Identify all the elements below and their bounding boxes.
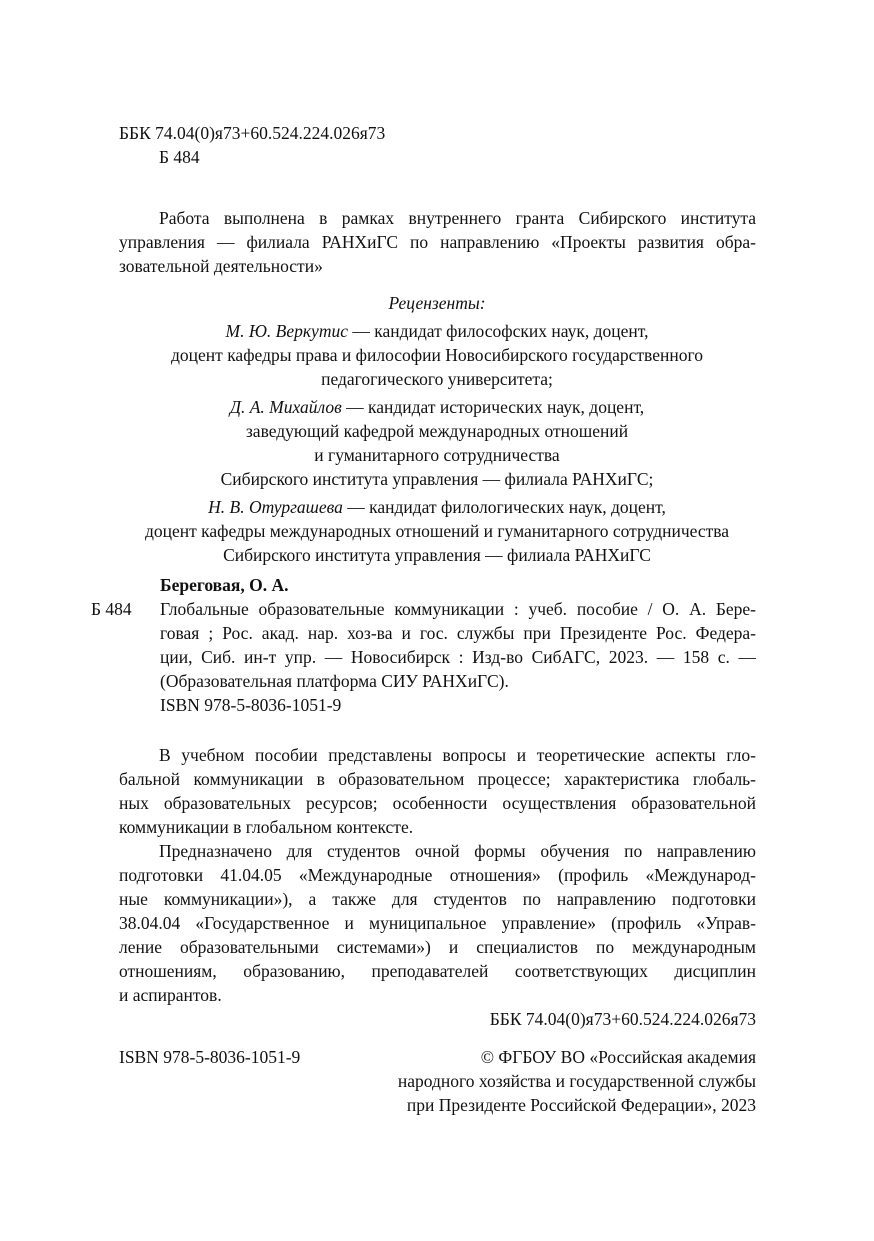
reviewer-2-line-1: Д. А. Михайлов — кандидат исторических наук, доцент, [229,397,645,417]
grant-line-2: управления — филиала РАНХиГС по направлению «Проекты развития обра- [119,232,756,252]
reviewer-3-line-1: Н. В. Отургашева — кандидат филологических наук, доцент, [208,497,666,517]
abstract-p1-line-1: В учебном пособии представлены вопросы и теоретические аспекты гло- [159,745,756,765]
abstract-p2-line-4: 38.04.04 «Государственное и муниципальное управление» (профиль «Управ- [119,913,756,933]
abstract-p2-line-5: ление образовательными системами») и специалистов по международным [119,937,756,957]
abstract-p2-line-6: отношениям, образованию, преподавателей соответствующих дисциплин [119,961,756,981]
reviewers-heading: Рецензенты: [388,293,486,313]
grant-line-3: зовательной деятельности» [119,256,323,276]
reviewer-3-line-2: доцент кафедры международных отношений и гуманитарного сотрудничества [144,521,730,541]
reviewer-3-name: Н. В. Отургашева [208,497,343,517]
catalog-line-2: говая ; Рос. акад. нар. хоз-ва и гос. службы при Президенте Рос. Федера- [160,623,756,643]
copyright-line-1: © ФГБОУ ВО «Российская академия [480,1047,756,1067]
catalog-isbn: ISBN 978-5-8036-1051-9 [160,695,342,715]
abstract-p2-line-3: ные коммуникации»), а также для студентов по направлению подготовки [119,889,756,909]
reviewer-2-name: Д. А. Михайлов [229,397,342,417]
abstract-p1-line-2: бальной коммуникации в образовательном процессе; характеристика глобаль- [119,769,756,789]
reviewer-3-line-3: Сибирского института управления — филиала РАНХиГС [223,545,651,565]
abstract-p2-line-1: Предназначено для студентов очной формы обучения по направлению [159,841,756,861]
catalog-mark: Б 484 [91,599,132,619]
catalog-entry [160,573,756,717]
grant-line-1: Работа выполнена в рамках внутреннего гранта Сибирского института [159,208,756,228]
catalog-line-4: (Образовательная платформа СИУ РАНХиГС). [160,671,509,691]
bbk-code: ББК 74.04(0)я73+60.524.224.026я73 [119,123,386,143]
reviewer-1-line-2: доцент кафедры права и философии Новосибирского государственного [171,345,703,365]
abstract-p1-line-3: ных образовательных ресурсов; особенности осуществления образовательной [119,793,756,813]
reviewer-1-line-3: педагогического университета; [321,369,553,389]
abstract-p2-line-7: и аспирантов. [119,985,222,1005]
header-bbk [119,121,519,169]
reviewer-2-line-4: Сибирского института управления — филиала РАНХиГС; [220,469,654,489]
footer-copyright [356,1045,756,1117]
catalog-line-1: Глобальные образовательные коммуникации : учеб. пособие / О. А. Бере- [160,599,756,619]
abstract-p1-line-4: коммуникации в глобальном контексте. [119,817,414,837]
copyright-line-2: народного хозяйства и государственной службы [397,1071,756,1091]
abstract-bbk: ББК 74.04(0)я73+60.524.224.026я73 [489,1009,756,1029]
grant-note [119,206,756,278]
abstract [119,743,756,1031]
reviewer-1-line-1: М. Ю. Веркутис — кандидат философских наук, доцент, [225,321,649,341]
abstract-p2-line-2: подготовки 41.04.05 «Международные отношения» (профиль «Международ- [119,865,756,885]
copyright-line-3: при Президенте Российской Федерации», 2023 [406,1095,756,1115]
footer-isbn: ISBN 978-5-8036-1051-9 [119,1047,301,1067]
reviewer-1-name: М. Ю. Веркутис [225,321,348,341]
catalog-author: Береговая, О. А. [160,575,289,595]
reviewer-2-line-2: заведующий кафедрой международных отношений [245,421,629,441]
reviewers-section [100,291,774,567]
catalog-line-3: ции, Сиб. ин-т упр. — Новосибирск : Изд-во СибАГС, 2023. — 158 с. — [160,647,756,667]
reviewer-2-line-3: и гуманитарного сотрудничества [314,445,560,465]
author-mark: Б 484 [159,147,200,167]
